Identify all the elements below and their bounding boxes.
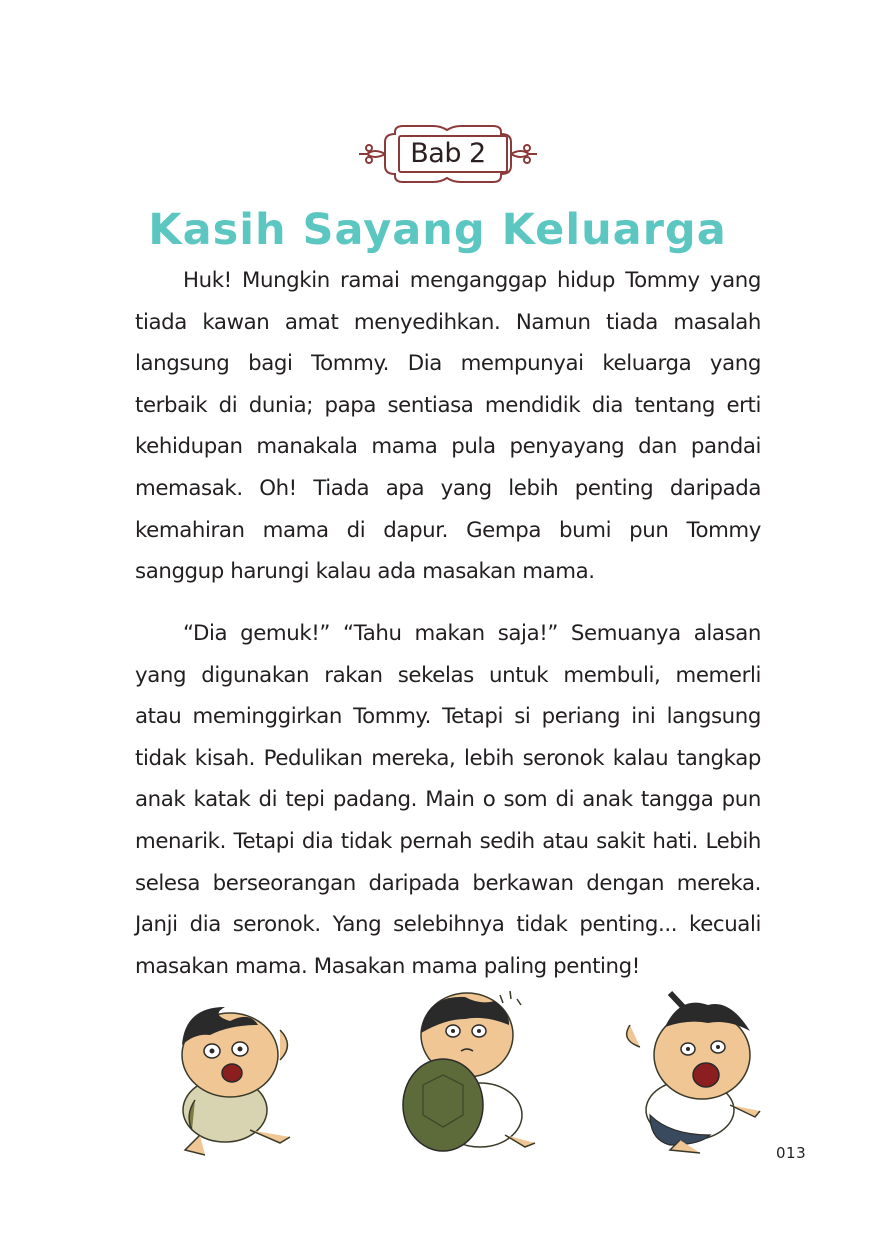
tommy-running-shouting-illustration [610,985,785,1160]
chapter-title: Kasih Sayang Keluarga [148,205,727,255]
chapter-badge [355,122,541,186]
paragraph-1: Huk! Mungkin ramai menganggap hidup Tommy yang tiada kawan amat menyedihkan. Namun tiada masalah langsung bagi Tommy. Dia mempunyai keluarga yang terbaik di dunia; papa sentiasa mendidik dia tentang erti kehidupan manakala mama pula penyayang dan pandai memasak. Oh! Tiada apa yang lebih penting daripada kemahiran mama di dapur. Gempa bumi pun Tommy sanggup harungi kalau ada masakan mama. [135,268,761,585]
paragraph-2: “Dia gemuk!” “Tahu makan saja!” Semuanya alasan yang digunakan rakan sekelas untuk membuli, memerli atau meminggirkan Tommy. Tetapi si periang ini langsung tidak kisah. Pedulikan mereka, lebih seronok kalau tangkap anak katak di tepi padang. Main o som di anak tangga pun menarik. Tetapi dia tidak pernah sedih atau sakit hati. Lebih selesa berseorangan daripada berkawan dengan mereka. Janji dia seronok. Yang selebihnya tidak penting... kecuali masakan mama. Masakan mama paling penting! [135,621,761,979]
tommy-running-with-backpack-illustration [140,985,315,1160]
tommy-holding-shell-bag-illustration [385,985,560,1160]
page-number: 013 [776,1144,807,1162]
chapter-number: Bab 2 [410,138,486,169]
illustration-strip [140,985,780,1160]
